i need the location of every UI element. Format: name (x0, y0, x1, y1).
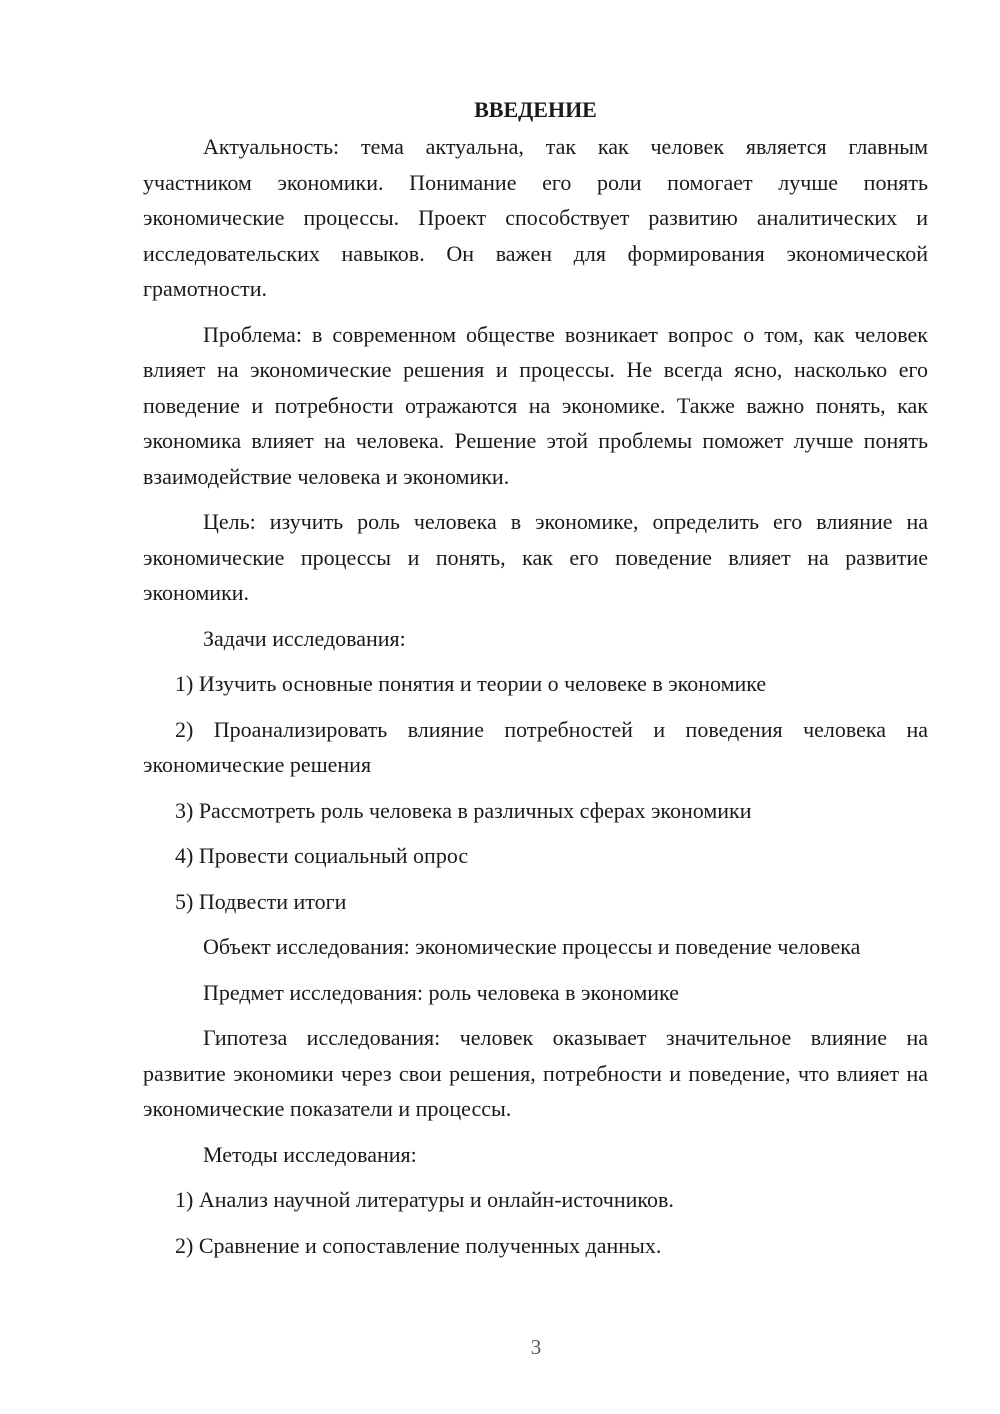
task-item-1: 1) Изучить основные понятия и теории о человеке в экономике (175, 671, 767, 696)
object-paragraph: Объект исследования: экономические процессы и поведение человека (203, 934, 861, 959)
section-heading: ВВЕДЕНИЕ (474, 97, 597, 122)
task-item-3: 3) Рассмотреть роль человека в различных сферах экономики (175, 797, 752, 823)
task-item-5: 5) Подвести итоги (175, 888, 347, 914)
subject-paragraph: Предмет исследования: роль человека в экономике (203, 979, 679, 1005)
hypothesis-paragraph: Гипотеза исследования: человек оказывает значительное влияние на развитие экономики через свои решения, потребности и поведение, что влияет на экономические показатели и процессы. (143, 1025, 928, 1121)
task-item-2: 2) Проанализировать влияние потребностей и поведения человека на экономические решения (143, 716, 928, 777)
methods-title: Методы исследования: (203, 1141, 417, 1167)
relevance-paragraph: Актуальность: тема актуальна, так как человек является главным участником экономики. Понимание его роли помогает лучше понять экономические процессы. Проект способствует развитию аналитических и исследовательских навыков. Он важен для формирования экономической грамотности. (143, 134, 928, 301)
page-number: 3 (530, 1335, 542, 1359)
method-item-1: 1) Анализ научной литературы и онлайн-источников. (175, 1187, 674, 1212)
page-content (143, 92, 928, 1273)
tasks-title: Задачи исследования: (203, 625, 406, 651)
task-item-4: 4) Провести социальный опрос (175, 843, 469, 868)
method-item-2: 2) Сравнение и сопоставление полученных данных. (175, 1232, 662, 1258)
problem-paragraph: Проблема: в современном обществе возникает вопрос о том, как человек влияет на экономические решения и процессы. Не всегда ясно, насколько его поведение и потребности отражаются на экономике. Также важно понять, как экономика влияет на человека. Решение этой проблемы поможет лучше понять взаимодействие человека и экономики. (143, 321, 928, 489)
goal-paragraph: Цель: изучить роль человека в экономике, определить его влияние на экономические процессы и понять, как его поведение влияет на развитие экономики. (143, 509, 928, 605)
